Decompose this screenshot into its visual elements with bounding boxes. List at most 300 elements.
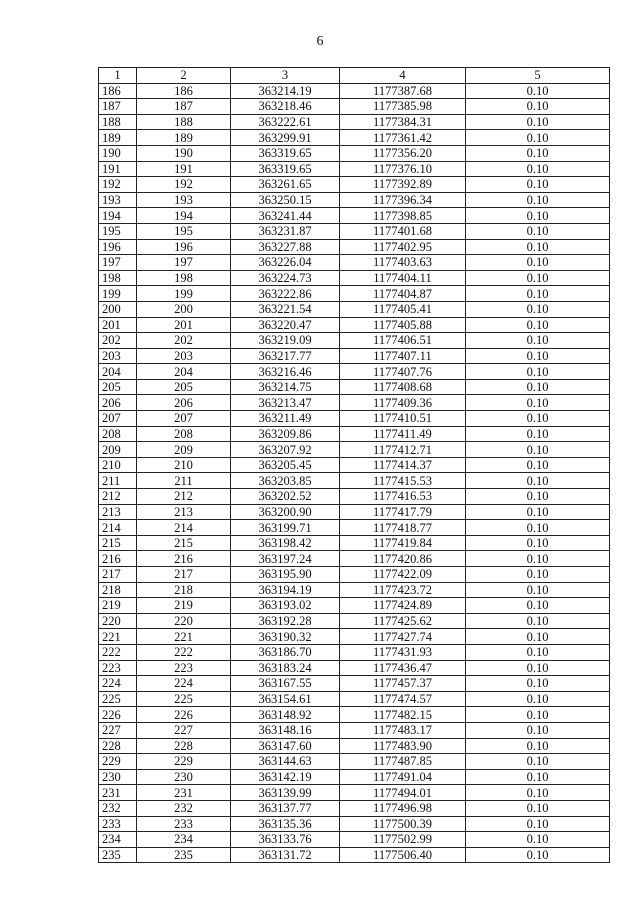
x-coordinate-cell: 363214.19 (231, 83, 340, 99)
point-index-cell: 224 (99, 676, 137, 692)
error-value-cell: 0.10 (466, 364, 610, 380)
point-number-cell: 213 (137, 504, 231, 520)
table-row (99, 504, 610, 520)
table-row (99, 567, 610, 583)
x-coordinate-cell: 363299.91 (231, 130, 340, 146)
y-coordinate-cell: 1177506.40 (340, 847, 466, 863)
point-index-cell: 233 (99, 816, 137, 832)
point-number-cell: 198 (137, 270, 231, 286)
error-value-cell: 0.10 (466, 644, 610, 660)
y-coordinate-cell: 1177404.11 (340, 270, 466, 286)
point-index-cell: 198 (99, 270, 137, 286)
point-index-cell: 197 (99, 255, 137, 271)
point-index-cell: 199 (99, 286, 137, 302)
y-coordinate-cell: 1177414.37 (340, 457, 466, 473)
y-coordinate-cell: 1177412.71 (340, 442, 466, 458)
x-coordinate-cell: 363154.61 (231, 691, 340, 707)
table-row (99, 520, 610, 536)
error-value-cell: 0.10 (466, 130, 610, 146)
point-number-cell: 192 (137, 177, 231, 193)
table-row (99, 114, 610, 130)
point-index-cell: 220 (99, 613, 137, 629)
error-value-cell: 0.10 (466, 613, 610, 629)
point-index-cell: 202 (99, 333, 137, 349)
table-row (99, 489, 610, 505)
table-row (99, 582, 610, 598)
x-coordinate-cell: 363218.46 (231, 99, 340, 115)
x-coordinate-cell: 363135.36 (231, 816, 340, 832)
point-index-cell: 228 (99, 738, 137, 754)
y-coordinate-cell: 1177436.47 (340, 660, 466, 676)
point-index-cell: 227 (99, 722, 137, 738)
y-coordinate-cell: 1177483.17 (340, 722, 466, 738)
x-coordinate-cell: 363226.04 (231, 255, 340, 271)
point-index-cell: 234 (99, 832, 137, 848)
point-index-cell: 213 (99, 504, 137, 520)
point-index-cell: 195 (99, 223, 137, 239)
error-value-cell: 0.10 (466, 99, 610, 115)
point-number-cell: 202 (137, 333, 231, 349)
point-number-cell: 212 (137, 489, 231, 505)
table-row (99, 644, 610, 660)
y-coordinate-cell: 1177403.63 (340, 255, 466, 271)
table-row (99, 832, 610, 848)
error-value-cell: 0.10 (466, 270, 610, 286)
y-coordinate-cell: 1177396.34 (340, 192, 466, 208)
y-coordinate-cell: 1177482.15 (340, 707, 466, 723)
table-row (99, 426, 610, 442)
x-coordinate-cell: 363148.92 (231, 707, 340, 723)
table-row (99, 83, 610, 99)
table-row (99, 847, 610, 863)
x-coordinate-cell: 363205.45 (231, 457, 340, 473)
x-coordinate-cell: 363222.61 (231, 114, 340, 130)
table-row (99, 551, 610, 567)
x-coordinate-cell: 363241.44 (231, 208, 340, 224)
y-coordinate-cell: 1177491.04 (340, 769, 466, 785)
point-number-cell: 203 (137, 348, 231, 364)
point-number-cell: 227 (137, 722, 231, 738)
error-value-cell: 0.10 (466, 333, 610, 349)
table-row (99, 208, 610, 224)
point-number-cell: 189 (137, 130, 231, 146)
point-index-cell: 209 (99, 442, 137, 458)
point-index-cell: 231 (99, 785, 137, 801)
column-header-5: 5 (466, 68, 610, 84)
point-index-cell: 201 (99, 317, 137, 333)
point-index-cell: 208 (99, 426, 137, 442)
y-coordinate-cell: 1177418.77 (340, 520, 466, 536)
y-coordinate-cell: 1177407.76 (340, 364, 466, 380)
point-number-cell: 224 (137, 676, 231, 692)
point-number-cell: 200 (137, 301, 231, 317)
error-value-cell: 0.10 (466, 707, 610, 723)
error-value-cell: 0.10 (466, 457, 610, 473)
point-index-cell: 215 (99, 535, 137, 551)
error-value-cell: 0.10 (466, 691, 610, 707)
x-coordinate-cell: 363202.52 (231, 489, 340, 505)
point-index-cell: 223 (99, 660, 137, 676)
y-coordinate-cell: 1177408.68 (340, 379, 466, 395)
table-row (99, 239, 610, 255)
error-value-cell: 0.10 (466, 114, 610, 130)
x-coordinate-cell: 363137.77 (231, 800, 340, 816)
table-row (99, 785, 610, 801)
error-value-cell: 0.10 (466, 255, 610, 271)
y-coordinate-cell: 1177404.87 (340, 286, 466, 302)
y-coordinate-cell: 1177407.11 (340, 348, 466, 364)
x-coordinate-cell: 363148.16 (231, 722, 340, 738)
point-index-cell: 205 (99, 379, 137, 395)
point-index-cell: 188 (99, 114, 137, 130)
error-value-cell: 0.10 (466, 785, 610, 801)
point-index-cell: 186 (99, 83, 137, 99)
x-coordinate-cell: 363192.28 (231, 613, 340, 629)
y-coordinate-cell: 1177416.53 (340, 489, 466, 505)
error-value-cell: 0.10 (466, 411, 610, 427)
table-row (99, 722, 610, 738)
error-value-cell: 0.10 (466, 722, 610, 738)
table-row (99, 707, 610, 723)
error-value-cell: 0.10 (466, 660, 610, 676)
table-row (99, 161, 610, 177)
point-index-cell: 190 (99, 145, 137, 161)
point-number-cell: 228 (137, 738, 231, 754)
point-index-cell: 222 (99, 644, 137, 660)
x-coordinate-cell: 363209.86 (231, 426, 340, 442)
point-number-cell: 215 (137, 535, 231, 551)
table-row (99, 333, 610, 349)
point-index-cell: 203 (99, 348, 137, 364)
table-row (99, 270, 610, 286)
error-value-cell: 0.10 (466, 754, 610, 770)
point-number-cell: 193 (137, 192, 231, 208)
point-index-cell: 226 (99, 707, 137, 723)
error-value-cell: 0.10 (466, 598, 610, 614)
x-coordinate-cell: 363231.87 (231, 223, 340, 239)
point-number-cell: 205 (137, 379, 231, 395)
point-number-cell: 197 (137, 255, 231, 271)
table-row (99, 598, 610, 614)
x-coordinate-cell: 363207.92 (231, 442, 340, 458)
point-index-cell: 193 (99, 192, 137, 208)
point-number-cell: 210 (137, 457, 231, 473)
error-value-cell: 0.10 (466, 161, 610, 177)
point-number-cell: 196 (137, 239, 231, 255)
error-value-cell: 0.10 (466, 177, 610, 193)
table-row (99, 286, 610, 302)
point-number-cell: 187 (137, 99, 231, 115)
x-coordinate-cell: 363142.19 (231, 769, 340, 785)
x-coordinate-cell: 363144.63 (231, 754, 340, 770)
point-index-cell: 207 (99, 411, 137, 427)
table-row (99, 691, 610, 707)
y-coordinate-cell: 1177356.20 (340, 145, 466, 161)
x-coordinate-cell: 363219.09 (231, 333, 340, 349)
x-coordinate-cell: 363220.47 (231, 317, 340, 333)
error-value-cell: 0.10 (466, 551, 610, 567)
table-row (99, 535, 610, 551)
y-coordinate-cell: 1177402.95 (340, 239, 466, 255)
y-coordinate-cell: 1177502.99 (340, 832, 466, 848)
point-index-cell: 194 (99, 208, 137, 224)
x-coordinate-cell: 363203.85 (231, 473, 340, 489)
y-coordinate-cell: 1177410.51 (340, 411, 466, 427)
point-number-cell: 206 (137, 395, 231, 411)
y-coordinate-cell: 1177409.36 (340, 395, 466, 411)
point-index-cell: 211 (99, 473, 137, 489)
y-coordinate-cell: 1177415.53 (340, 473, 466, 489)
x-coordinate-cell: 363183.24 (231, 660, 340, 676)
error-value-cell: 0.10 (466, 832, 610, 848)
error-value-cell: 0.10 (466, 223, 610, 239)
table-row (99, 317, 610, 333)
x-coordinate-cell: 363200.90 (231, 504, 340, 520)
error-value-cell: 0.10 (466, 348, 610, 364)
point-index-cell: 187 (99, 99, 137, 115)
error-value-cell: 0.10 (466, 816, 610, 832)
y-coordinate-cell: 1177384.31 (340, 114, 466, 130)
y-coordinate-cell: 1177406.51 (340, 333, 466, 349)
table-row (99, 364, 610, 380)
point-number-cell: 219 (137, 598, 231, 614)
header-row (99, 68, 610, 84)
table-row (99, 348, 610, 364)
point-number-cell: 220 (137, 613, 231, 629)
point-index-cell: 217 (99, 567, 137, 583)
x-coordinate-cell: 363197.24 (231, 551, 340, 567)
y-coordinate-cell: 1177487.85 (340, 754, 466, 770)
point-index-cell: 219 (99, 598, 137, 614)
x-coordinate-cell: 363167.55 (231, 676, 340, 692)
y-coordinate-cell: 1177417.79 (340, 504, 466, 520)
point-number-cell: 229 (137, 754, 231, 770)
point-number-cell: 211 (137, 473, 231, 489)
error-value-cell: 0.10 (466, 442, 610, 458)
point-index-cell: 225 (99, 691, 137, 707)
x-coordinate-cell: 363190.32 (231, 629, 340, 645)
point-index-cell: 230 (99, 769, 137, 785)
error-value-cell: 0.10 (466, 208, 610, 224)
point-index-cell: 192 (99, 177, 137, 193)
point-index-cell: 232 (99, 800, 137, 816)
table-row (99, 473, 610, 489)
point-number-cell: 234 (137, 832, 231, 848)
y-coordinate-cell: 1177500.39 (340, 816, 466, 832)
x-coordinate-cell: 363222.86 (231, 286, 340, 302)
error-value-cell: 0.10 (466, 192, 610, 208)
error-value-cell: 0.10 (466, 301, 610, 317)
x-coordinate-cell: 363198.42 (231, 535, 340, 551)
point-number-cell: 207 (137, 411, 231, 427)
table-row (99, 816, 610, 832)
error-value-cell: 0.10 (466, 800, 610, 816)
y-coordinate-cell: 1177401.68 (340, 223, 466, 239)
error-value-cell: 0.10 (466, 738, 610, 754)
x-coordinate-cell: 363139.99 (231, 785, 340, 801)
y-coordinate-cell: 1177431.93 (340, 644, 466, 660)
point-number-cell: 233 (137, 816, 231, 832)
table-row (99, 613, 610, 629)
error-value-cell: 0.10 (466, 426, 610, 442)
point-index-cell: 196 (99, 239, 137, 255)
table-row (99, 442, 610, 458)
point-number-cell: 221 (137, 629, 231, 645)
y-coordinate-cell: 1177392.89 (340, 177, 466, 193)
table-header (99, 68, 610, 84)
point-number-cell: 214 (137, 520, 231, 536)
point-number-cell: 216 (137, 551, 231, 567)
point-number-cell: 231 (137, 785, 231, 801)
point-number-cell: 186 (137, 83, 231, 99)
table-row (99, 192, 610, 208)
error-value-cell: 0.10 (466, 83, 610, 99)
page-number: 6 (316, 34, 324, 49)
point-index-cell: 229 (99, 754, 137, 770)
table-row (99, 99, 610, 115)
point-index-cell: 189 (99, 130, 137, 146)
point-index-cell: 218 (99, 582, 137, 598)
table-row (99, 629, 610, 645)
point-number-cell: 209 (137, 442, 231, 458)
x-coordinate-cell: 363195.90 (231, 567, 340, 583)
y-coordinate-cell: 1177376.10 (340, 161, 466, 177)
error-value-cell: 0.10 (466, 847, 610, 863)
x-coordinate-cell: 363214.75 (231, 379, 340, 395)
table-row (99, 660, 610, 676)
error-value-cell: 0.10 (466, 395, 610, 411)
table-row (99, 800, 610, 816)
point-number-cell: 226 (137, 707, 231, 723)
y-coordinate-cell: 1177419.84 (340, 535, 466, 551)
point-index-cell: 221 (99, 629, 137, 645)
point-number-cell: 204 (137, 364, 231, 380)
y-coordinate-cell: 1177361.42 (340, 130, 466, 146)
x-coordinate-cell: 363227.88 (231, 239, 340, 255)
column-header-3: 3 (231, 68, 340, 84)
point-index-cell: 235 (99, 847, 137, 863)
point-number-cell: 188 (137, 114, 231, 130)
x-coordinate-cell: 363131.72 (231, 847, 340, 863)
point-number-cell: 191 (137, 161, 231, 177)
y-coordinate-cell: 1177422.09 (340, 567, 466, 583)
error-value-cell: 0.10 (466, 317, 610, 333)
column-header-1: 1 (99, 68, 137, 84)
table-row (99, 769, 610, 785)
x-coordinate-cell: 363216.46 (231, 364, 340, 380)
table-row (99, 395, 610, 411)
x-coordinate-cell: 363224.73 (231, 270, 340, 286)
x-coordinate-cell: 363213.47 (231, 395, 340, 411)
error-value-cell: 0.10 (466, 769, 610, 785)
y-coordinate-cell: 1177387.68 (340, 83, 466, 99)
point-number-cell: 222 (137, 644, 231, 660)
error-value-cell: 0.10 (466, 239, 610, 255)
y-coordinate-cell: 1177405.41 (340, 301, 466, 317)
point-index-cell: 210 (99, 457, 137, 473)
point-number-cell: 223 (137, 660, 231, 676)
point-number-cell: 218 (137, 582, 231, 598)
error-value-cell: 0.10 (466, 629, 610, 645)
point-number-cell: 225 (137, 691, 231, 707)
point-number-cell: 194 (137, 208, 231, 224)
x-coordinate-cell: 363221.54 (231, 301, 340, 317)
x-coordinate-cell: 363211.49 (231, 411, 340, 427)
point-index-cell: 216 (99, 551, 137, 567)
table-row (99, 145, 610, 161)
error-value-cell: 0.10 (466, 145, 610, 161)
x-coordinate-cell: 363319.65 (231, 161, 340, 177)
y-coordinate-cell: 1177423.72 (340, 582, 466, 598)
y-coordinate-cell: 1177398.85 (340, 208, 466, 224)
y-coordinate-cell: 1177420.86 (340, 551, 466, 567)
point-number-cell: 230 (137, 769, 231, 785)
x-coordinate-cell: 363193.02 (231, 598, 340, 614)
point-index-cell: 200 (99, 301, 137, 317)
point-number-cell: 208 (137, 426, 231, 442)
x-coordinate-cell: 363147.60 (231, 738, 340, 754)
x-coordinate-cell: 363194.19 (231, 582, 340, 598)
y-coordinate-cell: 1177424.89 (340, 598, 466, 614)
x-coordinate-cell: 363133.76 (231, 832, 340, 848)
point-index-cell: 214 (99, 520, 137, 536)
error-value-cell: 0.10 (466, 489, 610, 505)
table-row (99, 457, 610, 473)
column-header-2: 2 (137, 68, 231, 84)
error-value-cell: 0.10 (466, 676, 610, 692)
point-index-cell: 191 (99, 161, 137, 177)
y-coordinate-cell: 1177405.88 (340, 317, 466, 333)
point-number-cell: 232 (137, 800, 231, 816)
point-number-cell: 217 (137, 567, 231, 583)
y-coordinate-cell: 1177496.98 (340, 800, 466, 816)
point-number-cell: 190 (137, 145, 231, 161)
x-coordinate-cell: 363261.65 (231, 177, 340, 193)
x-coordinate-cell: 363319.65 (231, 145, 340, 161)
x-coordinate-cell: 363186.70 (231, 644, 340, 660)
point-index-cell: 212 (99, 489, 137, 505)
point-number-cell: 195 (137, 223, 231, 239)
error-value-cell: 0.10 (466, 473, 610, 489)
table-row (99, 130, 610, 146)
y-coordinate-cell: 1177425.62 (340, 613, 466, 629)
x-coordinate-cell: 363217.77 (231, 348, 340, 364)
error-value-cell: 0.10 (466, 504, 610, 520)
error-value-cell: 0.10 (466, 582, 610, 598)
y-coordinate-cell: 1177427.74 (340, 629, 466, 645)
point-number-cell: 201 (137, 317, 231, 333)
y-coordinate-cell: 1177385.98 (340, 99, 466, 115)
table-row (99, 379, 610, 395)
y-coordinate-cell: 1177474.57 (340, 691, 466, 707)
column-header-4: 4 (340, 68, 466, 84)
y-coordinate-cell: 1177494.01 (340, 785, 466, 801)
table-row (99, 255, 610, 271)
point-number-cell: 199 (137, 286, 231, 302)
error-value-cell: 0.10 (466, 379, 610, 395)
table-row (99, 754, 610, 770)
table-row (99, 177, 610, 193)
y-coordinate-cell: 1177411.49 (340, 426, 466, 442)
point-index-cell: 206 (99, 395, 137, 411)
table-body (99, 83, 610, 863)
point-number-cell: 235 (137, 847, 231, 863)
coordinates-table (98, 67, 610, 863)
table-row (99, 411, 610, 427)
error-value-cell: 0.10 (466, 520, 610, 536)
error-value-cell: 0.10 (466, 567, 610, 583)
x-coordinate-cell: 363199.71 (231, 520, 340, 536)
